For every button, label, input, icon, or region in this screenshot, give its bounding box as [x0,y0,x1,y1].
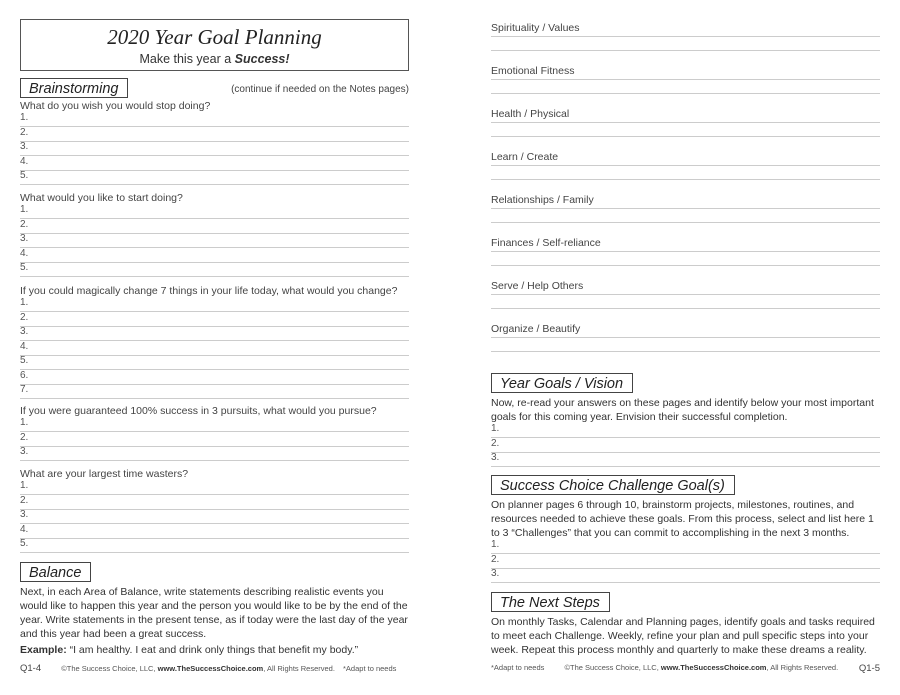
answer-line[interactable]: 1. [20,112,409,127]
right-adapt-note: *Adapt to needs [491,663,545,672]
page-subtitle [21,52,408,66]
page-title: 2020 Year Goal Planning [107,25,322,49]
title-box [20,19,409,71]
answer-line[interactable]: 3. [20,446,409,461]
answer-line[interactable]: 2. [20,219,409,234]
answer-line[interactable]: 5. [20,262,409,277]
answer-line[interactable]: 6. [20,370,409,385]
answer-line[interactable]: 1. [20,417,409,432]
left-adapt-note: *Adapt to needs [343,664,397,673]
balance-text: Next, in each Area of Balance, write statements describing realistic events you would like to happen this year and the person you would like to be by the end of the year. Write statements in the present tense, as if today were the last day of the year and this year had been a great success. [20,586,408,640]
category-label: Learn / Create [491,151,559,163]
category-line[interactable] [491,179,880,180]
brainstorming-note: (continue if needed on the Notes pages) [231,84,409,95]
category-line[interactable] [491,351,880,352]
answer-line[interactable]: 2. [20,127,409,142]
balance-heading: Balance [20,562,91,582]
left-site-link[interactable]: www.TheSuccessChoice.com [157,664,264,673]
question-text: What do you wish you would stop doing? [20,100,211,112]
right-footer [491,663,880,672]
right-page-number: Q1-5 [858,663,880,674]
left-page [20,0,409,695]
category-line[interactable] [491,136,880,137]
example-label: Example: [20,644,67,656]
question-text: If you could magically change 7 things in your life today, what would you change? [20,285,398,297]
category-line[interactable] [491,222,880,223]
left-copyright-suffix: , All Rights Reserved. [263,664,335,673]
brainstorming-heading: Brainstorming [20,78,128,98]
year-goals-heading: Year Goals / Vision [491,373,633,393]
answer-line[interactable]: 2. [20,495,409,510]
answer-line[interactable]: 4. [20,341,409,356]
subtitle-emphasis: Success! [234,52,290,66]
answer-line[interactable]: 2. [20,432,409,447]
answer-line[interactable]: 3. [491,568,880,583]
category-label: Serve / Help Others [491,280,584,292]
right-page [491,0,880,695]
category-line[interactable] [491,208,880,209]
category-line[interactable] [491,79,880,80]
challenge-text: On planner pages 6 through 10, brainstorm projects, milestones, routines, and resources needed to achieve these goals. From this process, select and list here 1 to 3 “Challenges” that you can commit to accomplishing in the next 3 months. [491,499,874,539]
year-goals-text: Now, re-read your answers on these pages and identify below your most important goals for this coming year. Envision their successful completion. [491,397,874,423]
category-line[interactable] [491,265,880,266]
category-label: Health / Physical [491,108,570,120]
category-label: Spirituality / Values [491,22,580,34]
left-copyright-prefix: ©The Success Choice, LLC, [61,664,158,673]
category-line[interactable] [491,294,880,295]
category-line[interactable] [491,337,880,338]
subtitle-prefix: Make this year a [139,52,235,66]
answer-line[interactable]: 5. [20,170,409,185]
answer-line[interactable]: 1. [491,539,880,554]
category-line[interactable] [491,165,880,166]
right-copyright [564,663,838,672]
answer-line[interactable]: 1. [491,423,880,438]
right-copyright-suffix: , All Rights Reserved. [766,663,839,672]
answer-line[interactable]: 3. [20,326,409,341]
answer-line[interactable]: 2. [491,438,880,453]
answer-line[interactable]: 3. [20,509,409,524]
category-line[interactable] [491,93,880,94]
answer-line[interactable]: 3. [491,452,880,467]
category-label: Relationships / Family [491,194,594,206]
answer-line[interactable]: 1. [20,204,409,219]
answer-line[interactable]: 5. [20,355,409,370]
question-text: If you were guaranteed 100% success in 3 pursuits, what would you pursue? [20,405,377,417]
example-text: “I am healthy. I eat and drink only things that benefit my body.” [66,644,359,656]
answer-line[interactable]: 4. [20,156,409,171]
answer-line[interactable]: 4. [20,524,409,539]
next-steps-heading: The Next Steps [491,592,610,612]
category-line[interactable] [491,251,880,252]
question-text: What are your largest time wasters? [20,468,189,480]
category-line[interactable] [491,50,880,51]
answer-line[interactable]: 2. [20,312,409,327]
answer-line[interactable]: 7. [20,384,409,399]
right-copyright-prefix: ©The Success Choice, LLC, [564,663,661,672]
question-text: What would you like to start doing? [20,192,183,204]
answer-line[interactable]: 3. [20,141,409,156]
answer-line[interactable]: 2. [491,554,880,569]
answer-line[interactable]: 1. [20,480,409,495]
category-label: Emotional Fitness [491,65,575,77]
left-page-number: Q1-4 [20,663,42,674]
category-line[interactable] [491,122,880,123]
next-steps-text: On monthly Tasks, Calendar and Planning pages, identify goals and tasks required to meet each Challenge. Weekly, refine your plan and pull specific steps into your week. Repeat this process monthly and quarterly to make these dreams a reality. [491,616,875,656]
answer-line[interactable]: 3. [20,233,409,248]
left-copyright [61,664,335,673]
answer-line[interactable]: 5. [20,538,409,553]
right-site-link[interactable]: www.TheSuccessChoice.com [660,663,767,672]
answer-line[interactable]: 4. [20,248,409,263]
category-label: Organize / Beautify [491,323,581,335]
balance-example [20,643,409,657]
left-footer [20,663,396,674]
category-line[interactable] [491,36,880,37]
category-label: Finances / Self-reliance [491,237,601,249]
category-line[interactable] [491,308,880,309]
answer-line[interactable]: 1. [20,297,409,312]
challenge-heading: Success Choice Challenge Goal(s) [491,475,735,495]
